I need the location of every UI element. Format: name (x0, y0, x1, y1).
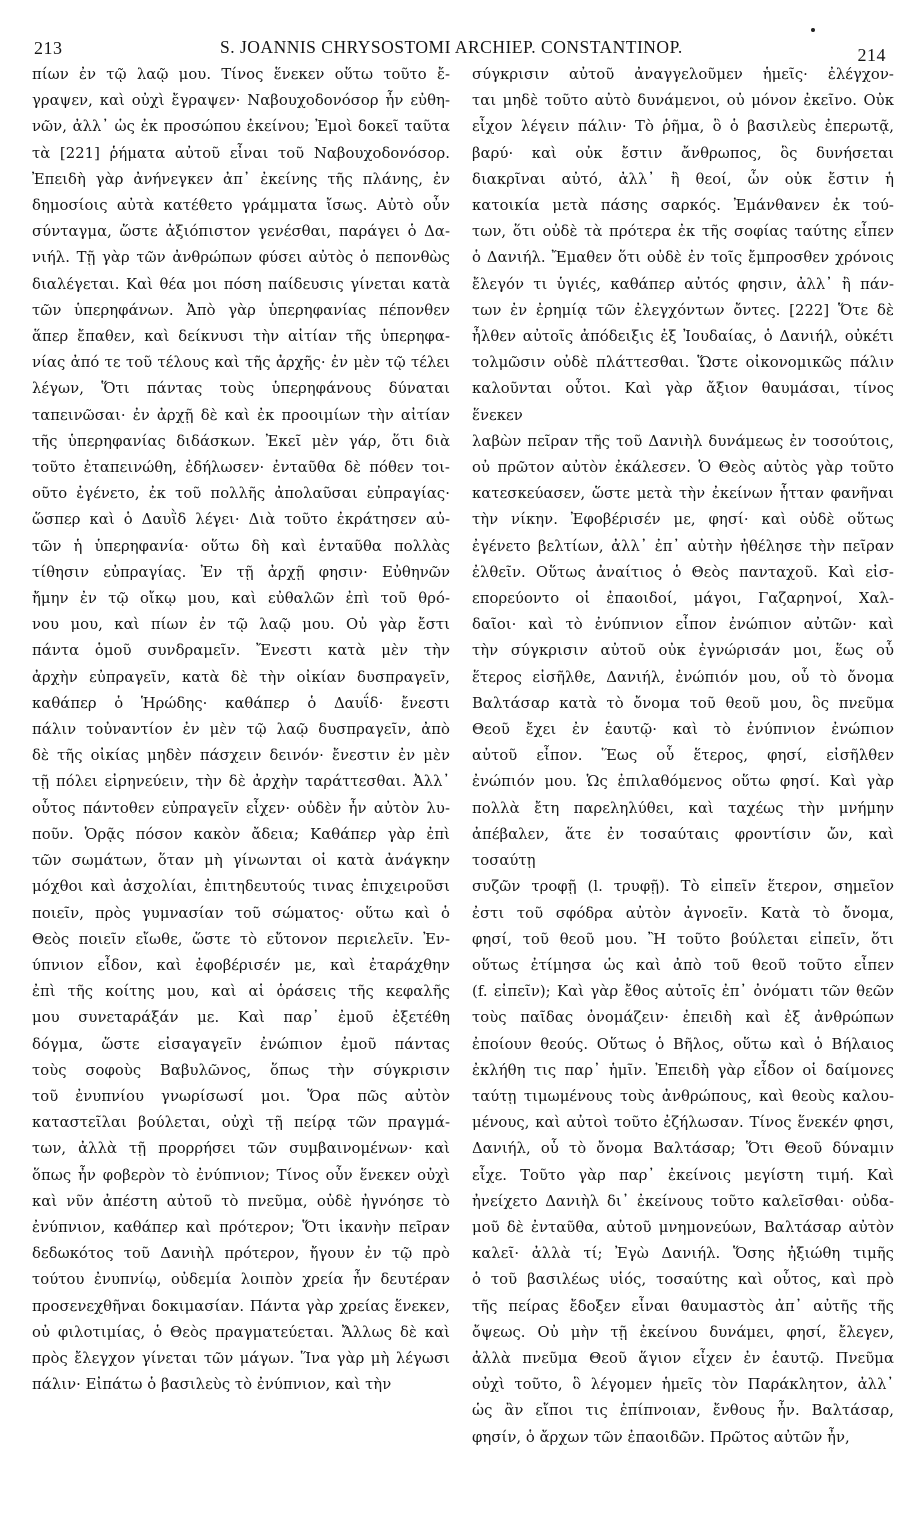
text-line: πάντα ὁμοῦ συνδραμεῖν. Ἔνεστι κατὰ μὲν τὴν (32, 642, 450, 660)
page-number-left: 213 (34, 38, 63, 58)
text-line: τῶν σωμάτων, ὅταν μὴ γίνωνται οἱ κατὰ ἀνάγκην (32, 852, 450, 870)
text-line: ἐπὶ τῆς κοίτης μου, καὶ αἱ ὁράσεις τῆς κεφαλῆς (32, 983, 450, 1001)
text-line: τὴν νίκην. Ἐφοβέρισέν με, φησί· καὶ οὐδὲ οὕτως (472, 511, 894, 529)
running-title: S. JOANNIS CHRYSOSTOMI ARCHIEP. CONSTANTINOP. (220, 37, 683, 57)
text-columns (32, 62, 894, 1451)
text-line: κατοικία μετὰ πάσης σαρκός. Ἐμάνθανεν ἐκ τού- (472, 197, 894, 215)
text-line: τῆς πείρας ἔδοξεν εἶναι θαυμαστὸς ἀπ᾽ αὐτῆς τῆς (472, 1297, 894, 1315)
text-line: νῶν, ἀλλ᾽ ὡς ἐκ προσώπου ἐκείνου; Ἐμοὶ δοκεῖ ταῦτα (32, 118, 450, 136)
text-line: επορεύοντο οἱ ἐπαοιδοί, μάγοι, Γαζαρηνοί, Χαλ- (472, 590, 894, 608)
text-line: καταστεῖλαι βούλεται, οὐχὶ τῇ πείρᾳ τῶν πραγμά- (32, 1114, 450, 1132)
text-line: δαῖοι· καὶ τὸ ἐνύπνιον εἶπον ἐνώπιον αὐτῶν· καὶ (472, 616, 894, 634)
text-line: ἦλθεν αὐτοῖς ἀπόδειξις ἐξ Ἰουδαίας, ὁ Δανιήλ, οὐκέτι (472, 328, 894, 346)
text-line: τοὺς σοφοὺς Βαβυλῶνος, ὅπως τὴν σύγκρισιν (32, 1061, 450, 1079)
left-column (32, 62, 450, 1451)
text-line: ὁ Δανιήλ. Ἔμαθεν ὅτι οὐδὲ ἐν τοῖς ἔμπροσθεν χρόνοις (472, 249, 894, 267)
text-line: τούτου ἐνυπνίῳ, οὐδεμία λοιπὸν χρεία ἦν δευτέραν (32, 1271, 450, 1289)
text-line: οῦτο ἐγένετο, ἐκ τοῦ πολλῆς ἀπολαῦσαι εὐπραγίας· (32, 485, 450, 503)
text-line: τὰ [221] ῥήματα αὐτοῦ εἶναι τοῦ Ναβουχοδονόσορ. (32, 144, 450, 162)
text-line: ύπνιον εἶδον, καὶ ἐφοβέρισέν με, καὶ ἐταράχθην (32, 956, 450, 974)
text-line: τοῦτο ἐταπεινώθη, ἐδήλωσεν· ἐνταῦθα δὲ πόθεν τοι- (32, 459, 450, 477)
page-header (32, 34, 894, 65)
text-line: πολλὰ ἔτη παρεληλύθει, καὶ ταχέως τὴν μνήμην (472, 799, 894, 817)
text-line: ἠνείχετο Δανιὴλ δι᾽ ἐκείνους τοῦτο καλεῖσθαι· οὐδα- (472, 1192, 894, 1210)
text-line: καθάπερ ὁ Ἡρώδης· καθάπερ ὁ Δαυΐδ· ἔνεστι (32, 694, 450, 712)
text-line: σύνταγμα, ὥστε ἀξιόπιστον γενέσθαι, παράγει ὁ Δα- (32, 223, 450, 241)
text-line: οὐ πρῶτον αὐτὸν ἐκάλεσεν. Ὁ Θεὸς αὐτὸς γὰρ τοῦτο (472, 459, 894, 477)
text-line: ἅπερ ἔπαθεν, καὶ δείκνυσι τὴν αἰτίαν τῆς ὑπερηφα- (32, 328, 450, 346)
text-line: εἶχε. Τοῦτο γὰρ παρ᾽ ἐκείνοις μεγίστη τιμή. Καὶ (472, 1166, 894, 1184)
text-line: τὴν σύγκρισιν αὐτοῦ οὐκ ἐγνώρισάν μοι, ἕως οὗ (472, 642, 894, 660)
text-line: νου μου, καὶ πίων ἐν τῷ λαῷ μου. Οὐ γὰρ ἔστι (32, 616, 450, 634)
text-line: λέγων, Ὅτι πάντας τοὺς ὑπερηφάνους δύναται (32, 380, 450, 398)
text-line: ἐποίουν θεούς. Οὕτως ὁ Βῆλος, οὕτω καὶ ὁ Βήλαιος (472, 1035, 894, 1053)
text-line: ὡς ἂν εἴποι τις ἐπίπνοιαν, ἔνθους ἦν. Βαλτάσαρ, (472, 1402, 894, 1420)
text-line: δημοσίοις αὐτὰ κατέθετο γράμματα ἴσως. Αὐτὸ οὖν (32, 197, 450, 215)
print-speck (811, 28, 815, 32)
text-line: σύγκρισιν αὐτοῦ ἀναγγελοῦμεν ἡμεῖς· ἐλέγχον- (472, 66, 894, 83)
text-line: καὶ νῦν ἀπέστη αὐτοῦ τὸ πνεῦμα, οὐδὲ ἠγνόησε τὸ (32, 1192, 450, 1210)
text-line: καλεῖ· ἀλλὰ τί; Ἐγὼ Δανιήλ. Ὅσης ἠξιώθη τιμῆς (472, 1245, 894, 1263)
text-line: τίθησιν εὐπραγίας. Ἐν τῇ ἀρχῇ φησιν· Εὐθηνῶν (32, 563, 450, 581)
text-line: ἀπέβαλεν, ἅτε ἐν τοσαύταις φροντίσιν ὤν, καὶ τοσαύτῃ (472, 825, 894, 870)
text-line: δόγμα, ὥστε εἰσαγαγεῖν ἐνώπιον ἐμοῦ πάντας (32, 1035, 450, 1053)
text-line: δὲ τῆς οἰκίας μηδὲν πάσχειν δεινόν· ἔνεστιν ἐν μὲν (32, 747, 450, 765)
text-line: ταπεινῶσαι· ἐν ἀρχῇ δὲ καὶ ἐκ προοιμίων τὴν αἰτίαν (32, 406, 450, 424)
text-line: πάλιν τοὐναντίον ἐν μὲν τῷ λαῷ δυσπραγεῖν, ἀπὸ (32, 721, 450, 739)
text-line: ἔλεγόν τι ὑγιές, καθάπερ αὐτός φησιν, ἀλλ᾽ ἢ πάν- (472, 275, 894, 293)
text-line: πίων ἐν τῷ λαῷ μου. Τίνος ἕνεκεν οὕτω τοῦτο ἔ- (32, 66, 450, 83)
text-line: ἐλθεῖν. Οὕτως ἀναίτιος ὁ Θεὸς πανταχοῦ. Καὶ εἰσ- (472, 563, 894, 581)
text-line: ἤμην ἐν τῷ οἴκῳ μου, καὶ εὐθαλῶν ἐπὶ τοῦ θρό- (32, 590, 450, 608)
text-line: οὐ φιλοτιμίας, ὁ Θεὸς πραγματεύεται. Ἄλλως δὲ καὶ (32, 1323, 450, 1341)
text-line: τοὺς παῖδας ὀνομάζειν· ἐπειδὴ καὶ ἐξ ἀνθρώπων (472, 1009, 894, 1027)
text-line: ταύτῃ τιμωμένους τοὺς ἀνθρώπους, καὶ θεοὺς καλου- (472, 1087, 894, 1105)
text-line: ὁ τοῦ βασιλέως υἱός, τοσαύτης καὶ οὗτος, καὶ πρὸ (472, 1271, 894, 1289)
text-line: μου συνεταράξάν με. Καὶ παρ᾽ ἐμοῦ ἐξετέθη (32, 1009, 450, 1027)
text-line: τῶν ὑπερηφάνων. Ἀπὸ γὰρ ὑπερηφανίας πέπονθεν (32, 301, 450, 319)
text-line: τῶν ἡ ὑπερηφανία· οὕτω δὴ καὶ ἐνταῦθα πολλὰς (32, 537, 450, 555)
page-number-right: 214 (857, 45, 886, 65)
text-line: νιήλ. Τῇ γὰρ τῶν ἀνθρώπων φύσει αὐτὸς ὁ πεπονθὼς (32, 249, 450, 267)
text-line: βαρύ· καὶ οὐκ ἔστιν ἄνθρωπος, ὃς δυνήσεται (472, 144, 894, 162)
text-line: οὐχὶ τοῦτο, ὃ λέγομεν ἡμεῖς τὸν Παράκλητον, ἀλλ᾽ (472, 1376, 894, 1394)
text-line: Θεὸς ποιεῖν εἴωθε, ὥστε τὸ εὔτονον περιελεῖν. Ἐν- (32, 930, 450, 948)
text-line: πρὸς ἔλεγχον γίνεται τῶν μάγων. Ἵνα γὰρ μὴ λέγωσι (32, 1349, 450, 1367)
right-column (472, 62, 894, 1451)
text-line: Βαλτάσαρ κατὰ τὸ ὄνομα τοῦ θεοῦ μου, ὃς πνεῦμα (472, 694, 894, 712)
text-line: συζῶν τροφῇ (l. τρυφῇ). Τὸ εἰπεῖν ἕτερον, σημεῖον (472, 878, 894, 896)
text-line: (f. εἰπεῖν); Καὶ γὰρ ἔθος αὐτοῖς ἐπ᾽ ὀνόματι τῶν θεῶν (472, 983, 894, 1001)
text-line: ὅπως ἦν φοβερὸν τὸ ἐνύπνιον; Τίνος οὖν ἕνεκεν οὐχὶ (32, 1166, 450, 1184)
text-line: ποιεῖν, πρὸς γυμνασίαν τοῦ σώματος· οὕτω καὶ ὁ (32, 904, 450, 922)
text-line: ὄψεως. Οὐ μὴν τῇ ἐκείνου δυνάμει, φησί, ἔλεγεν, (472, 1323, 894, 1341)
text-line: φησί, τοῦ θεοῦ μου. Ἢ τοῦτο βούλεται εἰπεῖν, ὅτι (472, 930, 894, 948)
text-line: κατεσκεύασεν, ὥστε μετὰ τὴν ἐκείνων ἧτταν φανῆναι (472, 485, 894, 503)
text-line: ται μηδὲ τοῦτο αὐτὸ δυνάμενοι, οὐ μόνον ἐκεῖνο. Οὐκ (472, 92, 894, 110)
text-line: ἕτερος εἰσῆλθε, Δανιήλ, ἐνώπιόν μου, οὗ τὸ ὄνομα (472, 668, 894, 686)
text-line: ἀλλὰ πνεῦμα Θεοῦ ἅγιον εἶχεν ἐν ἑαυτῷ. Πνεῦμα (472, 1349, 894, 1367)
text-line: τῆς ὑπερηφανίας διδάσκων. Ἐκεῖ μὲν γάρ, ὅτι διὰ (32, 432, 450, 450)
text-line: ἀρχὴν εὐπραγεῖν, κατὰ δὲ τὴν οἰκίαν δυσπραγεῖν, (32, 668, 450, 686)
text-line: ἐγένετο βελτίων, ἀλλ᾽ ἐπ᾽ αὐτὴν ἠθέλησε τὴν πεῖραν (472, 537, 894, 555)
text-line: ἐνύπνιον, καθάπερ καὶ πρότερον; Ὅτι ἱκανὴν πεῖραν (32, 1218, 450, 1236)
text-line: ἐνώπιόν μου. Ὡς ἐπιλαθόμενος οὕτω φησί. Καὶ γὰρ (472, 773, 894, 791)
text-line: οὗτος πάντοθεν εὐπραγεῖν εἶχεν· οὐδὲν ἦν αὐτὸν λυ- (32, 799, 450, 817)
text-line: πάλιν· Εἰπάτω ὁ βασιλεὺς τὸ ἐνύπνιον, καὶ τὴν (32, 1376, 392, 1394)
text-line: ἐκλήθη τις παρ᾽ ἡμῖν. Ἐπειδὴ γὰρ εἶδον οἱ δαίμονες (472, 1061, 894, 1079)
text-line: δεδωκότος τοῦ Δανιὴλ πρότερον, ἤγουν ἐν τῷ πρὸ (32, 1245, 450, 1263)
text-line: Θεοῦ ἔχει ἐν ἑαυτῷ· καὶ τὸ ἐνύπνιον ἐνώπιον (472, 721, 894, 739)
text-line: τῇ πόλει εἰρηνεύειν, τὴν δὲ ἀρχὴν ταράττεσθαι. Ἀλλ᾽ (32, 773, 450, 791)
text-line: φησίν, ὁ ἄρχων τῶν ἐπαοιδῶν. Πρῶτος αὐτῶν ἦν, (472, 1428, 850, 1446)
text-line: λαβὼν πεῖραν τῆς τοῦ Δανιὴλ δυνάμεως ἐν τοσούτοις, (472, 432, 894, 450)
text-line: ποῦν. Ὁρᾷς πόσον κακὸν ἄδεια; Καθάπερ γὰρ ἐπὶ (32, 825, 450, 843)
text-line: γραψεν, καὶ οὐχὶ ἔγραψεν· Ναβουχοδονόσορ ἦν εὐθη- (32, 92, 450, 110)
text-line: των, ὅτι οὐδὲ τὰ πρότερα ἐκ τῆς σοφίας ταύτης εἶπεν (472, 223, 894, 241)
text-line: τολμῶσιν οὐδὲ πλάττεσθαι. Ὥστε οἰκονομικῶς πάλιν (472, 354, 894, 372)
text-line: διακρῖναι αὐτό, ἀλλ᾽ ἢ θεοί, ὧν οὐκ ἔστιν ἡ (472, 170, 894, 188)
text-line: προσενεχθῆναι δοκιμασίαν. Πάντα γὰρ χρείας ἕνεκεν, (32, 1297, 450, 1315)
text-line: ὥσπερ καὶ ὁ Δαυῒδ λέγει· Διὰ τοῦτο ἐκράτησεν αὐ- (32, 511, 450, 529)
text-line: μένους, καὶ αὐτοὶ τοῦτο ἐζήλωσαν. Τίνος ἕνεκέν φησι, (472, 1114, 894, 1132)
text-line: μόχθοι καὶ ἀσχολίαι, ἐπιτηδευτούς τινας ἐπιχειροῦσι (32, 878, 450, 896)
text-line: οὕτως ἐτίμησα ὡς καὶ ἀπὸ τοῦ θεοῦ τοῦτο εἶπεν (472, 956, 894, 974)
text-line: των, ἀλλὰ τῇ προρρήσει τῶν συμβαινομένων· καὶ (32, 1140, 450, 1158)
text-line: αὐτοῦ εἶπον. Ἕως οὗ ἕτερος, φησί, εἰσῆλθεν (472, 747, 894, 765)
text-line: νίας ἀπό τε τοῦ τέλους καὶ τῆς ἀρχῆς· ἐν μὲν τῷ τέλει (32, 354, 450, 372)
text-line: τοῦ ἐνυπνίου γνωρίσωσί μοι. Ὅρα πῶς αὐτὸν (32, 1087, 450, 1105)
text-line: διαλέγεται. Καὶ θέα μοι πόση παίδευσις γίνεται κατὰ (32, 275, 450, 293)
text-line: των ἐν ἐρημίᾳ τῶν ἐλεγχόντων ὄντες. [222] Ὅτε δὲ (472, 301, 894, 319)
text-line: εἶχον λέγειν πάλιν· Τὸ ῥῆμα, ὃ ὁ βασιλεὺς ἐπερωτᾷ, (472, 118, 894, 136)
text-line: ἐστι τοῦ σφόδρα αὐτὸν ἀγνοεῖν. Κατὰ τὸ ὄνομα, (472, 904, 894, 922)
text-line: Ἐπειδὴ γὰρ ἀνήνεγκεν ἀπ᾽ ἐκείνης τῆς πλάνης, ἐν (32, 170, 450, 188)
text-line: μοῦ δὲ ἐνταῦθα, αὐτοῦ μνημονεύων, Βαλτάσαρ αὐτὸν (472, 1218, 894, 1236)
text-line: Δανιήλ, οὗ τὸ ὄνομα Βαλτάσαρ; Ὅτι Θεοῦ δύναμιν (472, 1140, 894, 1158)
text-line: καλοῦνται οὗτοι. Καὶ γὰρ ἄξιον θαυμάσαι, τίνος ἕνεκεν (472, 380, 894, 424)
